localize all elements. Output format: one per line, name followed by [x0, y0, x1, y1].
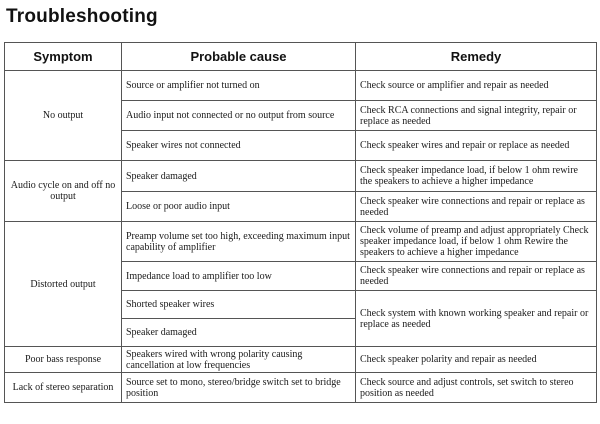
- symptom-cell: Audio cycle on and off no output: [5, 161, 122, 222]
- cause-cell: Audio input not connected or no output from source: [122, 101, 356, 131]
- table-row: [5, 71, 597, 101]
- header-remedy: Remedy: [356, 43, 597, 71]
- cause-cell: Speakers wired with wrong polarity causing cancellation at low frequencies: [122, 347, 356, 373]
- table-row: [5, 222, 597, 262]
- table-row: [5, 373, 597, 403]
- remedy-cell: Check system with known working speaker and repair or replace as needed: [356, 291, 597, 347]
- page-title: Troubleshooting: [6, 6, 158, 27]
- table-row: [5, 161, 597, 192]
- cause-cell: Preamp volume set too high, exceeding maximum input capability of amplifier: [122, 222, 356, 262]
- cause-cell: Speaker wires not connected: [122, 131, 356, 161]
- cause-cell: Shorted speaker wires: [122, 291, 356, 319]
- header-row: [5, 43, 597, 71]
- cause-cell: Impedance load to amplifier too low: [122, 262, 356, 291]
- symptom-cell: Poor bass response: [5, 347, 122, 373]
- table-row: [5, 347, 597, 373]
- remedy-cell: Check speaker wire connections and repair or replace as needed: [356, 192, 597, 222]
- cause-cell: Speaker damaged: [122, 319, 356, 347]
- remedy-cell: Check speaker wires and repair or replace as needed: [356, 131, 597, 161]
- remedy-cell: Check speaker wire connections and repair or replace as needed: [356, 262, 597, 291]
- cause-cell: Source set to mono, stereo/bridge switch set to bridge position: [122, 373, 356, 403]
- header-symptom: Symptom: [5, 43, 122, 71]
- remedy-cell: Check speaker impedance load, if below 1 ohm rewire the speakers to achieve a higher impedance: [356, 161, 597, 192]
- cause-cell: Speaker damaged: [122, 161, 356, 192]
- cause-cell: Loose or poor audio input: [122, 192, 356, 222]
- remedy-cell: Check source or amplifier and repair as needed: [356, 71, 597, 101]
- symptom-cell: Lack of stereo separation: [5, 373, 122, 403]
- remedy-cell: Check speaker polarity and repair as needed: [356, 347, 597, 373]
- cause-cell: Source or amplifier not turned on: [122, 71, 356, 101]
- remedy-cell: Check source and adjust controls, set switch to stereo position as needed: [356, 373, 597, 403]
- header-cause: Probable cause: [122, 43, 356, 71]
- symptom-cell: Distorted output: [5, 222, 122, 347]
- symptom-cell: No output: [5, 71, 122, 161]
- troubleshooting-table: [4, 42, 597, 403]
- remedy-cell: Check volume of preamp and adjust appropriately Check speaker impedance load, if below 1 ohm Rewire the speakers to achieve a higher impedance: [356, 222, 597, 262]
- remedy-cell: Check RCA connections and signal integrity, repair or replace as needed: [356, 101, 597, 131]
